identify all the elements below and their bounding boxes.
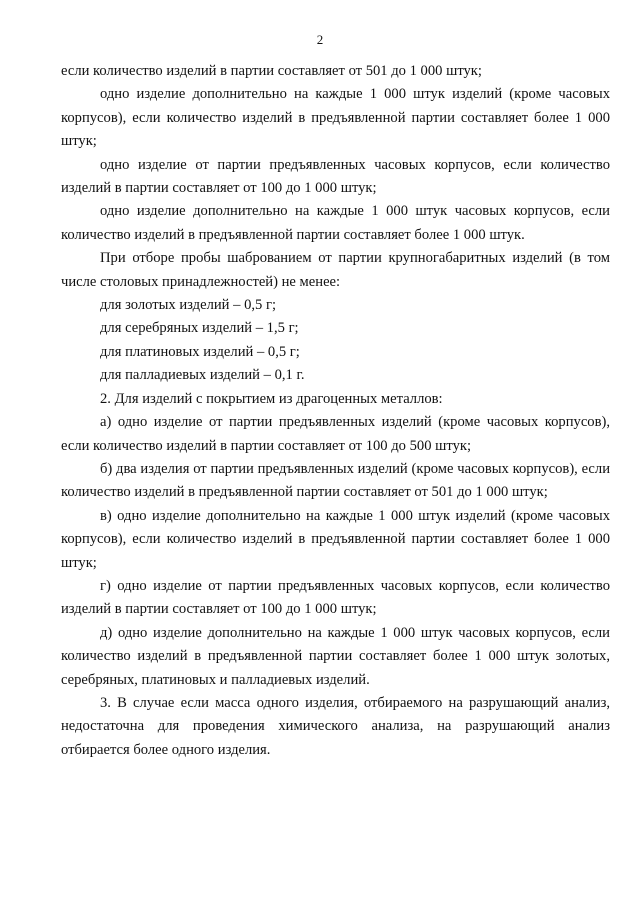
paragraph: если количество изделий в партии составляет от 501 до 1 000 штук; <box>61 63 482 79</box>
section-heading: 2. Для изделий с покрытием из драгоценных металлов: <box>100 390 443 407</box>
paragraph: При отборе пробы шаброванием от партии крупногабаритных изделий (в том числе столовых принадлежностей) не менее: <box>61 250 610 290</box>
page-number: 2 <box>316 32 324 47</box>
list-item: для палладиевых изделий – 0,1 г. <box>100 367 305 384</box>
paragraph: одно изделие от партии предъявленных часовых корпусов, если количество изделий в партии составляет от 100 до 1 000 штук; <box>61 156 610 197</box>
document-body <box>61 60 610 762</box>
list-item: а) одно изделие от партии предъявленных изделий (кроме часовых корпусов), если количество изделий в партии составляет от 100 до 500 штук; <box>61 414 610 454</box>
list-item: д) одно изделие дополнительно на каждые 1 000 штук часовых корпусов, если количество изделий в предъявленной партии составляет более 1 000 штук золотых, серебряных, платиновых и палладиевых изделий. <box>61 624 610 688</box>
list-item: для платиновых изделий – 0,5 г; <box>100 343 300 360</box>
list-item: г) одно изделие от партии предъявленных часовых корпусов, если количество изделий в партии составляет от 100 до 1 000 штук; <box>61 577 610 618</box>
paragraph: 3. В случае если масса одного изделия, отбираемого на разрушающий анализ, недостаточна для проведения химического анализа, на разрушающий анализ отбирается более одного изделия. <box>61 694 610 758</box>
list-item: для серебряных изделий – 1,5 г; <box>100 320 299 337</box>
list-item: б) два изделия от партии предъявленных изделий (кроме часовых корпусов), если количество изделий в предъявленной партии составляет от 501 до 1 000 штук; <box>61 460 610 501</box>
list-item: для золотых изделий – 0,5 г; <box>100 297 277 314</box>
paragraph: одно изделие дополнительно на каждые 1 000 штук изделий (кроме часовых корпусов), если количество изделий в предъявленной партии составляет более 1 000 штук; <box>61 86 610 150</box>
list-item: в) одно изделие дополнительно на каждые 1 000 штук изделий (кроме часовых корпусов), если количество изделий в предъявленной партии составляет более 1 000 штук; <box>61 507 610 571</box>
paragraph: одно изделие дополнительно на каждые 1 000 штук часовых корпусов, если количество изделий в предъявленной партии составляет более 1 000 штук. <box>61 203 610 243</box>
